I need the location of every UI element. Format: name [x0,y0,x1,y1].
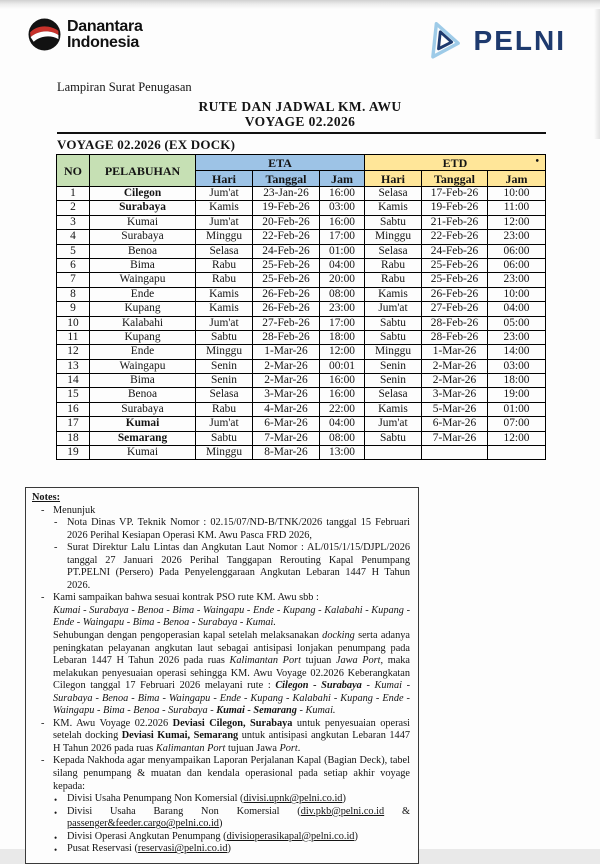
etd-hari: Senin [365,374,422,388]
table-row [57,187,546,201]
col-group-etd [365,155,546,171]
port-name: Ende [90,287,196,301]
port-name: Semarang [90,431,196,445]
note-text: tujuan [300,655,336,667]
port-name: Bima [90,258,196,272]
etd-hari: Minggu [365,230,422,244]
table-row [57,287,546,301]
eta-tanggal: 7-Mar-26 [253,431,320,445]
etd-hari: Kamis [365,287,422,301]
eta-tanggal: 23-Jan-26 [253,187,320,201]
eta-jam: 08:00 [320,431,365,445]
etd-jam: 10:00 [488,187,546,201]
table-row [57,201,546,215]
etd-tanggal: 6-Mar-26 [422,417,488,431]
col-header-etd-hari: Hari [365,171,422,187]
note-text: Kumai - Semarang [216,705,297,717]
row-no: 19 [57,446,90,460]
table-row [57,388,546,402]
eta-tanggal: 28-Feb-26 [253,330,320,344]
etd-tanggal: 7-Mar-26 [422,431,488,445]
etd-jam [488,446,546,460]
eta-hari: Minggu [196,345,253,359]
row-no: 3 [57,215,90,229]
note-text: Cilegon - Surabaya [275,680,362,692]
eta-tanggal: 25-Feb-26 [253,273,320,287]
eta-tanggal: 27-Feb-26 [253,316,320,330]
note-text: Deviasi Kumai, Semarang [121,730,239,742]
eta-tanggal: 3-Mar-26 [253,388,320,402]
eta-tanggal: 1-Mar-26 [253,345,320,359]
eta-tanggal: 19-Feb-26 [253,201,320,215]
etd-jam: 19:00 [488,388,546,402]
email-link: divisioperasikapal@pelni.co.id [226,830,355,842]
note-item [32,793,410,806]
table-row [57,446,546,460]
table-caption: VOYAGE 02.2026 (EX DOCK) [57,137,236,152]
eta-hari: Rabu [196,258,253,272]
port-name: Benoa [90,244,196,258]
etd-jam: 07:00 [488,417,546,431]
eta-tanggal: 8-Mar-26 [253,446,320,460]
etd-hari: Jum'at [365,302,422,316]
note-text: - [361,680,375,692]
port-name: Kumai [90,215,196,229]
row-no: 9 [57,302,90,316]
note-text: Jawa Port [335,655,381,667]
eta-tanggal: 2-Mar-26 [253,374,320,388]
port-name: Surabaya [90,402,196,416]
note-text: - [296,705,306,717]
row-no: 17 [57,417,90,431]
note-text: Kalimantan Port [229,655,301,667]
table-row [57,359,546,373]
etd-jam: 03:00 [488,359,546,373]
table-row [57,330,546,344]
etd-hari: Minggu [365,345,422,359]
etd-label: ETD [442,155,468,170]
etd-tanggal: 28-Feb-26 [422,316,488,330]
eta-hari: Kamis [196,287,253,301]
port-name: Waingapu [90,359,196,373]
dash-marker: - [54,542,58,554]
etd-hari: Rabu [365,258,422,272]
table-row [57,431,546,445]
row-no: 4 [57,230,90,244]
lampiran-label: Lampiran Surat Penugasan [57,80,192,94]
pelni-logo [427,20,566,62]
etd-tanggal: 19-Feb-26 [422,201,488,215]
etd-hari: Sabtu [365,431,422,445]
note-text: Deviasi Cilegon, Surabaya [172,717,293,729]
note-text: Kumai. [305,705,336,717]
note-item [32,605,410,630]
note-text: Pusat Reservasi ( [67,843,138,855]
note-text: Divisi Operasi Angkutan Penumpang ( [67,830,227,842]
port-name: Kumai [90,446,196,460]
danantara-logo-icon [28,18,61,51]
eta-hari: Senin [196,359,253,373]
email-link: passenger&feeder.cargo@pelni.co.id [67,818,219,830]
col-group-eta: ETA [196,155,365,171]
eta-jam: 20:00 [320,273,365,287]
eta-jam: 23:00 [320,302,365,316]
eta-jam: 00:01 [320,359,365,373]
email-link: div.pkb@pelni.co.id [300,805,385,817]
note-item [32,806,410,831]
note-text: Kalimantan Port [155,742,226,754]
etd-jam: 12:00 [488,431,546,445]
etd-jam: 23:00 [488,330,546,344]
etd-hari: Senin [365,359,422,373]
eta-hari: Kamis [196,201,253,215]
note-text: Kepada Nakhoda agar menyampaikan Laporan Perjalanan Kapal (Bagian Deck), tabel silang penumpang & muatan dan kendala operasional pada setiap akhir voyage kepada: [53,755,410,792]
eta-tanggal: 20-Feb-26 [253,215,320,229]
etd-jam: 10:00 [488,287,546,301]
etd-jam: 04:00 [488,302,546,316]
note-text: Divisi Usaha Penumpang Non Komersial ( [67,793,244,805]
eta-tanggal: 2-Mar-26 [253,359,320,373]
eta-tanggal: 4-Mar-26 [253,402,320,416]
etd-hari: Sabtu [365,316,422,330]
note-text: Sehubungan dengan pengoperasian kapal setelah melaksanakan [53,630,323,642]
eta-hari: Selasa [196,244,253,258]
etd-jam: 14:00 [488,345,546,359]
row-no: 7 [57,273,90,287]
etd-tanggal [422,446,488,460]
eta-jam: 01:00 [320,244,365,258]
etd-hari: Jum'at [365,417,422,431]
port-name: Kupang [90,302,196,316]
table-row [57,402,546,416]
row-no: 1 [57,187,90,201]
danantara-logo [28,18,143,51]
dash-marker: - [41,717,45,729]
port-name: Ende [90,345,196,359]
notes-list [32,505,410,856]
note-text: Menunjuk [53,504,96,516]
note-item [32,630,410,718]
etd-hari: Selasa [365,244,422,258]
note-text: ) [218,818,223,830]
etd-tanggal: 3-Mar-26 [422,388,488,402]
port-name: Benoa [90,388,196,402]
port-name: Cilegon [90,187,196,201]
row-no: 5 [57,244,90,258]
note-text: Kumai - Surabaya - Benoa - Bima - Waingapu - Ende - Kupang - Kalabahi - Kupang - Ende - Waingapu - Bima - Benoa - Surabaya - Kumai. [53,604,410,629]
note-text: docking [322,630,355,642]
eta-jam: 17:00 [320,230,365,244]
note-text: ) [354,830,358,842]
eta-jam: 04:00 [320,417,365,431]
etd-tanggal: 26-Feb-26 [422,287,488,301]
eta-hari: Minggu [196,446,253,460]
note-text: untuk penyesuaian operasi setelah docking [53,717,410,742]
table-row [57,345,546,359]
eta-hari: Sabtu [196,330,253,344]
row-no: 14 [57,374,90,388]
document-title-line2: VOYAGE 02.2026 [244,114,356,129]
row-no: 15 [57,388,90,402]
note-text: Kumai - Surabaya - Benoa - Bima - Waingapu - Ende - Kupang - Kalabahi - Kupang - Ende - Waingapu - Bima - Benoa - Surabaya - [53,680,411,717]
eta-hari: Jum'at [196,417,253,431]
pelni-logo-icon [427,20,465,62]
eta-hari: Rabu [196,273,253,287]
etd-jam: 23:00 [488,273,546,287]
col-header-etd-jam: Jam [488,171,546,187]
etd-hari: Kamis [365,201,422,215]
port-name: Bima [90,374,196,388]
eta-tanggal: 26-Feb-26 [253,287,320,301]
note-text: . [297,742,301,754]
danantara-logo-text-line2: Indonesia [67,33,139,51]
row-no: 8 [57,287,90,301]
dash-marker: - [41,755,45,767]
eta-tanggal: 24-Feb-26 [253,244,320,258]
etd-tanggal: 2-Mar-26 [422,374,488,388]
etd-tanggal: 27-Feb-26 [422,302,488,316]
note-item [32,517,410,542]
port-name: Surabaya [90,201,196,215]
eta-jam: 08:00 [320,287,365,301]
title-divider [57,132,546,134]
dash-marker: - [41,592,45,604]
etd-hari: Rabu [365,273,422,287]
eta-jam: 16:00 [320,374,365,388]
note-text: ) [342,793,346,805]
etd-jam: 06:00 [488,258,546,272]
col-header-pelabuhan: PELABUHAN [90,155,196,187]
eta-jam: 16:00 [320,215,365,229]
eta-jam: 03:00 [320,201,365,215]
eta-tanggal: 22-Feb-26 [253,230,320,244]
eta-hari: Selasa [196,388,253,402]
port-name: Waingapu [90,273,196,287]
etd-jam: 18:00 [488,374,546,388]
eta-hari: Jum'at [196,215,253,229]
eta-hari: Senin [196,374,253,388]
email-link: reservasi@pelni.co.id [137,843,228,855]
eta-hari: Jum'at [196,316,253,330]
row-no: 11 [57,330,90,344]
etd-tanggal: 2-Mar-26 [422,359,488,373]
table-row [57,302,546,316]
col-header-eta-jam: Jam [320,171,365,187]
schedule-table-body [57,187,546,460]
etd-tanggal: 21-Feb-26 [422,215,488,229]
note-item [32,505,410,518]
eta-hari: Rabu [196,402,253,416]
col-header-eta-hari: Hari [196,171,253,187]
note-text: untuk antisipasi angkutan Lebaran 1447 H Tahun 2026 pada ruas [53,730,410,754]
pelni-logo-wordmark: PELNI [473,25,566,56]
email-link: divisi.upnk@pelni.co.id [243,793,343,805]
bullet-marker: • [54,807,58,818]
etd-tanggal: 5-Mar-26 [422,402,488,416]
etd-tanggal: 25-Feb-26 [422,273,488,287]
dash-marker: - [54,517,58,529]
col-header-no: NO [57,155,90,187]
port-name: Kupang [90,330,196,344]
note-item [32,843,410,856]
notes-box [25,487,419,864]
notes-title: Notes: [32,492,61,503]
note-text: tujuan Jawa [225,742,280,754]
eta-hari: Minggu [196,230,253,244]
note-text: serta adanya peningkatan pelayanan angkutan laut sebagai antisipasi lonjakan penumpang pada Lebaran 1447 H Tahun 2026 pada ruas [53,630,410,667]
table-row [57,244,546,258]
note-text: Divisi Usaha Barang Non Komersial ( [67,805,301,817]
danantara-logo-text-line1: Danantara [67,17,143,35]
etd-jam: 11:00 [488,201,546,215]
port-name: Kalabahi [90,316,196,330]
bullet-marker: • [54,845,58,856]
scan-artifact-top [0,0,600,9]
eta-jam: 13:00 [320,446,365,460]
eta-jam: 18:00 [320,330,365,344]
row-no: 10 [57,316,90,330]
etd-jam: 01:00 [488,402,546,416]
note-text: Surat Direktur Lalu Lintas dan Angkutan Laut Nomor : AL/015/1/15/DJPL/2026 tanggal 27 Januari 2026 Perihal Tanggapan Rerouting Kapal Penumpang PT.PELNI (Persero) Pada Penyelenggaraan Angkutan Lebaran 1447 H Tahun 2026. [67,542,410,591]
eta-jam: 04:00 [320,258,365,272]
table-row [57,230,546,244]
etd-tanggal: 25-Feb-26 [422,258,488,272]
eta-jam: 17:00 [320,316,365,330]
etd-jam: 05:00 [488,316,546,330]
table-row [57,258,546,272]
eta-tanggal: 6-Mar-26 [253,417,320,431]
note-item [32,592,410,605]
table-header-row-1 [57,155,546,171]
row-no: 12 [57,345,90,359]
note-text: Port [279,742,298,754]
row-no: 18 [57,431,90,445]
eta-jam: 22:00 [320,402,365,416]
document-title-line1: RUTE DAN JADWAL KM. AWU [198,99,402,114]
note-text: , maka melakukan penyesuaian operasi sehingga KM. Awu Voyage 02.2026 Keberangkatan Cilegon tanggal 17 Februari 2026 melayani rute : [53,655,411,692]
table-row [57,215,546,229]
dash-marker: - [41,504,45,516]
etd-tanggal: 17-Feb-26 [422,187,488,201]
document-title [0,99,600,129]
etd-hari: Sabtu [365,215,422,229]
etd-tanggal: 22-Feb-26 [422,230,488,244]
table-row [57,374,546,388]
row-no: 16 [57,402,90,416]
etd-tanggal: 24-Feb-26 [422,244,488,258]
etd-hari: Kamis [365,402,422,416]
etd-hari: Sabtu [365,330,422,344]
note-text: Kami sampaikan bahwa sesuai kontrak PSO rute KM. Awu sbb : [53,592,319,604]
note-text: Nota Dinas VP. Teknik Nomor : 02.15/07/ND-B/TNK/2026 tanggal 15 Februari 2026 Perihal Kesiapan Operasi KM. Awu Pasca FRD 2026, [67,517,410,541]
etd-hari: Selasa [365,187,422,201]
note-text: ) [227,843,231,855]
note-text: & [384,805,410,817]
etd-tanggal: 28-Feb-26 [422,330,488,344]
eta-hari: Sabtu [196,431,253,445]
eta-jam: 16:00 [320,187,365,201]
etd-jam: 12:00 [488,215,546,229]
table-row [57,316,546,330]
eta-hari: Jum'at [196,187,253,201]
eta-tanggal: 26-Feb-26 [253,302,320,316]
port-name: Surabaya [90,230,196,244]
note-item [32,718,410,756]
etd-tanggal: 1-Mar-26 [422,345,488,359]
etd-jam: 23:00 [488,230,546,244]
eta-tanggal: 25-Feb-26 [253,258,320,272]
col-header-eta-tanggal: Tanggal [253,171,320,187]
eta-hari: Kamis [196,302,253,316]
etd-marker-dot: • [535,156,539,167]
note-item [32,755,410,793]
schedule-table [56,154,546,460]
etd-jam: 06:00 [488,244,546,258]
etd-hari [365,446,422,460]
note-text: KM. Awu Voyage 02.2026 [53,717,173,729]
bullet-marker: • [54,795,58,806]
port-name: Kumai [90,417,196,431]
bullet-marker: • [54,832,58,843]
note-item [32,831,410,844]
col-header-etd-tanggal: Tanggal [422,171,488,187]
row-no: 13 [57,359,90,373]
etd-hari: Selasa [365,388,422,402]
row-no: 6 [57,258,90,272]
eta-jam: 12:00 [320,345,365,359]
table-row [57,417,546,431]
eta-jam: 16:00 [320,388,365,402]
row-no: 2 [57,201,90,215]
note-item [32,542,410,592]
table-row [57,273,546,287]
